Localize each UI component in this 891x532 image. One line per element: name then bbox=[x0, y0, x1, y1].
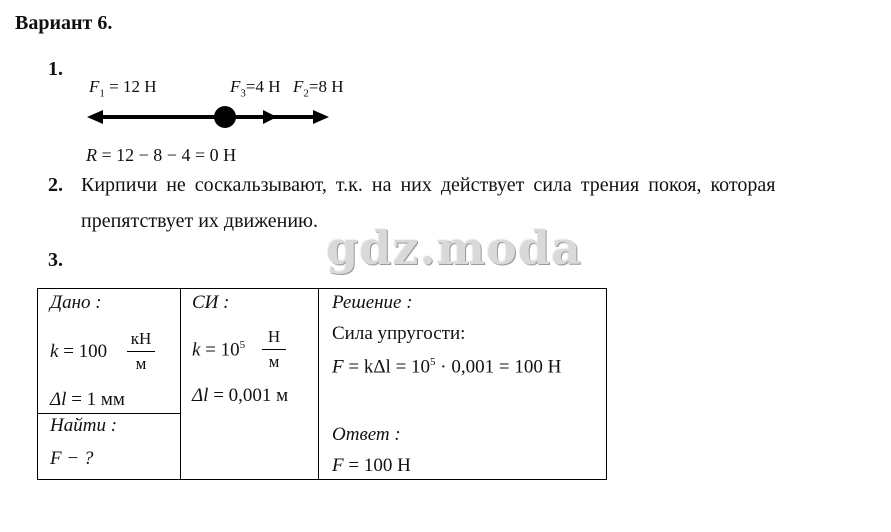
si-dl-value: = 0,001 м bbox=[208, 385, 289, 406]
task-table bbox=[37, 288, 607, 480]
given-dl-value: = 1 мм bbox=[66, 389, 125, 410]
page-title: Вариант 6. bbox=[15, 12, 113, 34]
solution-line-1: Сила упругости: bbox=[332, 323, 466, 344]
si-k-exponent: 5 bbox=[239, 339, 246, 351]
solution-header: Решение : bbox=[332, 292, 413, 313]
answer-equals: = 100 Н bbox=[343, 455, 411, 476]
f1-symbol: F bbox=[89, 77, 100, 96]
si-k-unit bbox=[262, 327, 286, 372]
find-header: Найти : bbox=[50, 415, 118, 436]
f3-subscript: 3 bbox=[240, 87, 246, 100]
solution-cell bbox=[319, 289, 607, 480]
answer-2-line-1: Кирпичи не соскальзывают, т.к. на них действует сила трения покоя, которая bbox=[81, 174, 776, 196]
resultant-value: = 12 − 8 − 4 = 0 Н bbox=[97, 145, 237, 165]
si-header: СИ : bbox=[192, 292, 230, 313]
answer-header: Ответ : bbox=[332, 424, 401, 445]
answer-value bbox=[332, 455, 411, 477]
solution-formula-a: = kΔl = 10 bbox=[343, 356, 431, 378]
item-number-3: 3. bbox=[48, 249, 63, 271]
si-k-symbol: k bbox=[192, 339, 201, 361]
force-f1-label bbox=[89, 77, 157, 99]
watermark: gdz.moda bbox=[326, 221, 582, 275]
si-cell bbox=[181, 289, 319, 480]
given-dl bbox=[50, 389, 125, 411]
given-k-unit-numerator: кН bbox=[130, 329, 152, 348]
given-k bbox=[50, 341, 107, 363]
item-number-2: 2. bbox=[48, 174, 63, 196]
find-cell bbox=[38, 414, 181, 480]
f2-symbol: F bbox=[293, 77, 304, 96]
f2-subscript: 2 bbox=[303, 87, 309, 100]
f3-value: =4 Н bbox=[245, 77, 281, 96]
si-dl bbox=[192, 385, 288, 407]
si-dl-symbol: Δl bbox=[192, 385, 209, 406]
fraction-bar bbox=[127, 351, 155, 352]
resultant-symbol: R bbox=[86, 145, 97, 165]
si-k-unit-denominator: м bbox=[268, 352, 280, 371]
solution-exponent: 5 bbox=[430, 356, 436, 368]
body-point bbox=[214, 106, 236, 128]
f3-symbol: F bbox=[230, 77, 241, 96]
given-cell bbox=[38, 289, 181, 414]
answer-2-line-2: препятствует их движению. bbox=[81, 210, 319, 232]
f1-subscript: 1 bbox=[99, 87, 105, 100]
solution-formula-b: · 0,001 = 100 Н bbox=[435, 356, 562, 378]
answer-f-symbol: F bbox=[332, 455, 344, 476]
resultant-equation bbox=[86, 145, 236, 166]
given-header: Дано : bbox=[50, 292, 102, 313]
item-number-1: 1. bbox=[48, 58, 63, 80]
given-k-unit bbox=[127, 329, 155, 374]
given-k-unit-denominator: м bbox=[135, 354, 147, 373]
fraction-bar bbox=[262, 349, 286, 350]
si-k-unit-numerator: Н bbox=[267, 327, 281, 346]
arrow-left-icon bbox=[87, 110, 103, 124]
find-value: F − ? bbox=[50, 448, 94, 469]
si-k bbox=[192, 339, 245, 361]
solution-f-symbol: F bbox=[332, 356, 344, 378]
force-f2-label bbox=[293, 77, 344, 99]
arrow-right-icon bbox=[313, 110, 329, 124]
given-dl-symbol: Δl bbox=[50, 389, 67, 410]
f1-value: = 12 Н bbox=[104, 77, 157, 96]
given-k-symbol: k bbox=[50, 341, 59, 362]
arrow-mid-icon bbox=[263, 110, 277, 124]
given-k-equals: = 100 bbox=[58, 341, 108, 362]
force-diagram bbox=[85, 102, 335, 132]
si-k-equals: = 10 bbox=[200, 339, 240, 361]
force-f3-label bbox=[230, 77, 281, 99]
f2-value: =8 Н bbox=[308, 77, 344, 96]
solution-formula bbox=[332, 356, 561, 378]
